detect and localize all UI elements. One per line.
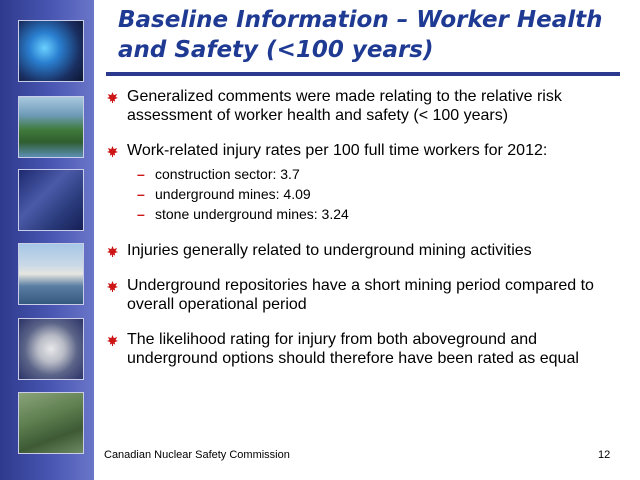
sidebar-panel xyxy=(0,0,94,480)
bullet-text: Injuries generally related to underground mining activities xyxy=(127,242,532,259)
dash-icon: – xyxy=(137,206,145,222)
maple-leaf-icon xyxy=(107,92,118,103)
bullet-text: Underground repositories have a short mining period compared to overall operational period xyxy=(127,277,594,313)
maple-leaf-icon xyxy=(107,246,118,257)
bullet-item xyxy=(104,276,624,314)
sidebar-photo-landscape xyxy=(18,96,84,158)
sub-bullet-text: construction sector: 3.7 xyxy=(155,166,300,182)
bullet-text: Generalized comments were made relating to the relative risk assessment of worker health and safety (< 100 years) xyxy=(127,88,562,124)
bullet-item xyxy=(104,241,624,260)
bullet-item xyxy=(104,141,624,224)
footer-organization: Canadian Nuclear Safety Commission xyxy=(104,449,290,461)
sidebar-photo-field-worker xyxy=(18,392,84,454)
dash-icon: – xyxy=(137,186,145,202)
sidebar-photo-power-station xyxy=(18,243,84,305)
bullet-item xyxy=(104,87,624,125)
maple-leaf-icon xyxy=(107,335,118,346)
sub-bullet-list xyxy=(127,164,624,224)
sub-bullet-item xyxy=(127,184,624,204)
bullet-item xyxy=(104,330,624,368)
dash-icon: – xyxy=(137,166,145,182)
page-number: 12 xyxy=(598,449,611,461)
bullet-list xyxy=(104,80,624,368)
maple-leaf-icon xyxy=(107,146,118,157)
sub-bullet-item xyxy=(127,204,624,224)
bullet-text: Work-related injury rates per 100 full time workers for 2012: xyxy=(127,142,548,159)
slide-title: Baseline Information – Worker Health and Safety (<100 years) xyxy=(118,7,603,63)
title-underline xyxy=(106,72,620,76)
sub-bullet-text: stone underground mines: 3.24 xyxy=(155,206,349,222)
sidebar-photo-detector xyxy=(18,318,84,380)
sub-bullet-item xyxy=(127,164,624,184)
sidebar-photo-equipment xyxy=(18,169,84,231)
sidebar-photo-reactor-pool xyxy=(18,20,84,82)
sub-bullet-text: underground mines: 4.09 xyxy=(155,186,311,202)
maple-leaf-icon xyxy=(107,281,118,292)
bullet-text: The likelihood rating for injury from both aboveground and underground options should therefore have been rated as equal xyxy=(127,331,579,367)
